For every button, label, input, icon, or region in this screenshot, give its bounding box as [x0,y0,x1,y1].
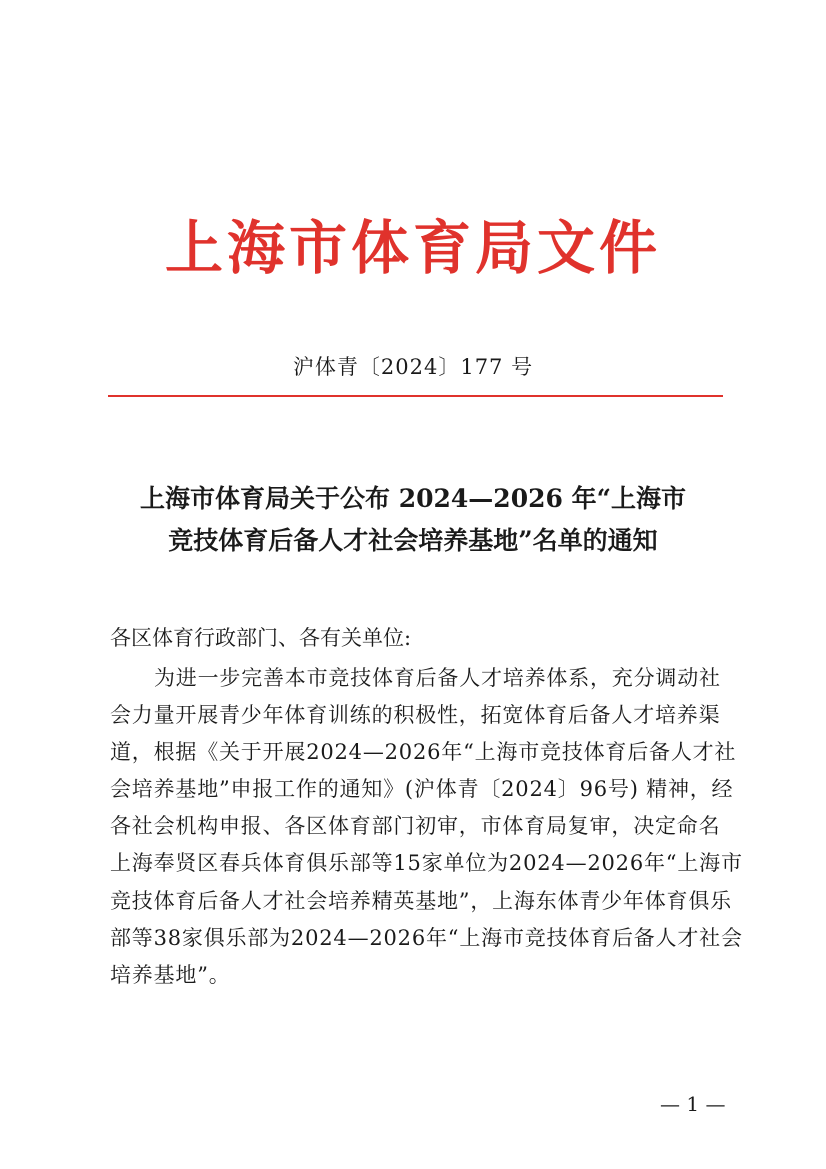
body-line: 各社会机构申报、各区体育部门初审，市体育局复审，决定命名 [110,814,721,839]
body-line: 道，根据《关于开展2024—2026年“上海市竞技体育后备人才社 [110,740,737,765]
body-line: 为进一步完善本市竞技体育后备人才培养体系，充分调动社 [154,666,721,690]
body-line: 会力量开展青少年体育训练的积极性，拓宽体育后备人才培养渠 [110,703,721,728]
page-number: — 1 — [660,1092,726,1116]
title-line-1: 上海市体育局关于公布 2024—2026 年“上海市 [140,484,686,513]
body-line: 竞技体育后备人才社会培养精英基地”，上海东体青少年体育俱乐 [110,888,732,913]
title-line-2: 竞技体育后备人才社会培养基地”名单的通知 [168,526,658,555]
body-line: 会培养基地”申报工作的通知》(沪体青〔2024〕96号) 精神，经 [110,777,734,802]
document-title [90,478,736,562]
body-line: 部等38家俱乐部为2024—2026年“上海市竞技体育后备人才社会 [110,925,743,950]
document-number: 沪体青〔2024〕177 号 [292,355,534,379]
body-line: 上海奉贤区春兵体育俱乐部等15家单位为2024—2026年“上海市 [110,851,743,876]
document-masthead: 上海市体育局文件 [164,214,661,282]
salutation: 各区体育行政部门、各有关单位: [110,626,412,650]
red-divider-line [108,395,723,397]
body-line: 培养基地”。 [110,962,231,987]
body-paragraph [110,660,743,994]
